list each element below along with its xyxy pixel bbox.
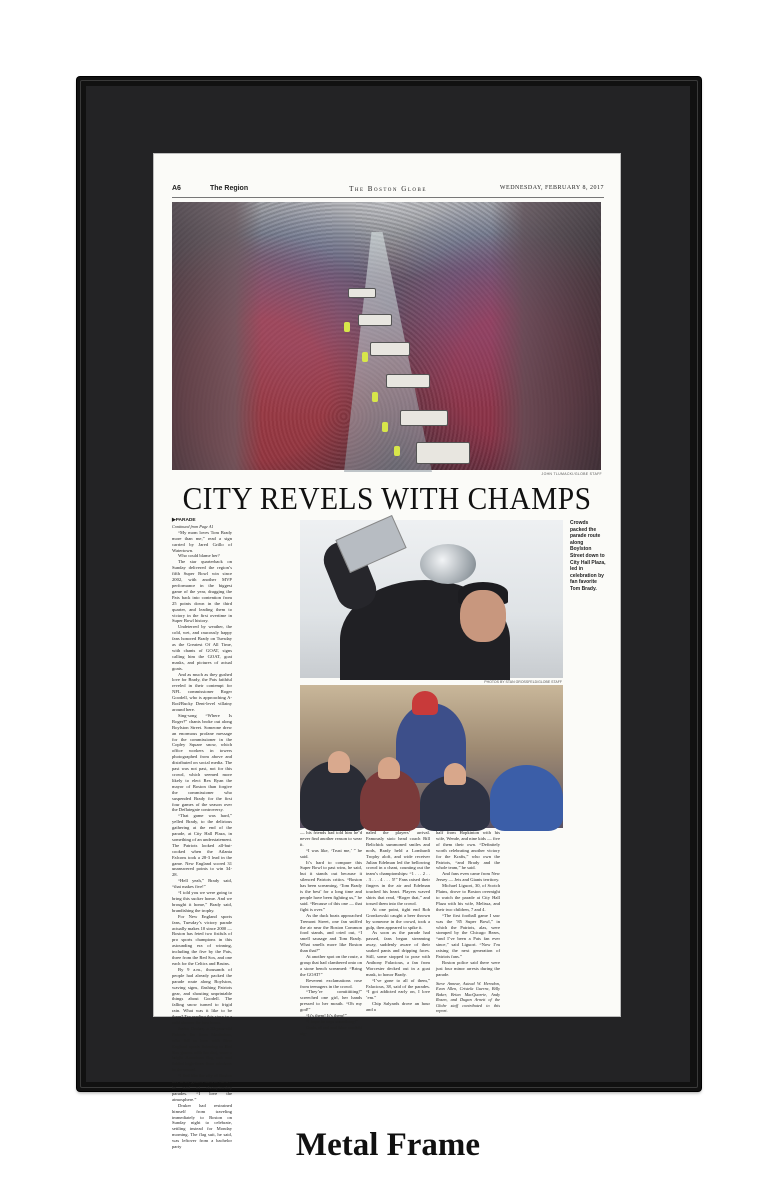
crowd-right — [490, 765, 563, 831]
section-name: The Region — [210, 185, 249, 192]
police-vest — [362, 352, 368, 362]
paragraph: By 9 a.m., thousands of people had already packed the parade route along Boylston, waving signs, flashing Patriots gear, and shouting unprintable things about Goodell. The falling snow turned to frigid rain. What was it like to be there? Try reading this story in a cold shower for two hours. — [172, 966, 232, 1026]
paragraph: As soon as the parade had passed, fans began streaming away, suddenly aware of their soaked pants and dripping faces. Still, some stopped to pose with Anthony Falacious, a fan from Worcester decked out in a goat mask, to honor Brady. — [366, 930, 430, 977]
duck-boat — [386, 374, 430, 388]
paragraph: “I told you we were going to bring this sucker home. And we brought it home,” Brady said, brandishing the trophy. — [172, 890, 232, 913]
paragraph: “I feel like the city of Boston has never gotten used to these,” he said of championship parades. “I love the atmosphere.” — [172, 1073, 232, 1102]
kicker: ▶PARADE — [172, 518, 196, 523]
duck-boat — [416, 442, 470, 464]
police-vest — [344, 322, 350, 332]
parade-crowd-photo — [172, 202, 601, 470]
paragraph: The star quarterback on Sunday delivered the region’s fifth Super Bowl win since 2002, with another MVP performance in the biggest game of the year, dragging the Pats back into contention from 25 points down in the third quarter, and leading them to victory in the first overtime in Super Bowl history. — [172, 559, 232, 624]
buildings-right — [491, 202, 601, 470]
duck-boat — [370, 342, 410, 356]
fans-celebrating-photo — [300, 685, 563, 828]
paragraph: For New England sports fans, Tuesday’s victory parade actually makes 10 since 2000 — Boston has feted two fistfuls of pro sports champions in this astounding era of winning, including the five by the Pats, three from the Red Sox, and one each for the Celtics and Bruins. — [172, 913, 232, 966]
face — [444, 763, 466, 785]
photo-credit: JOHN TLUMACKI/GLOBE STAFF — [541, 472, 602, 476]
paragraph: — his friends had told him he’d never find another reason to wear it. — [300, 830, 362, 847]
paragraph: “Hell yeah,” Brady said, “that makes five!” — [172, 878, 232, 890]
paragraph: Gusts of red and blue confetti sig- — [300, 1024, 362, 1036]
paragraph: naled the players’ arrival. Famously stoic head coach Bill Belichick summoned smiles and nods, Brady held a Lombardi Trophy aloft, and wide receiver Julian Edelman led the bellowing crowd in a chant, counting out the team’s championships: “1 . . . 2 . . . 3 . . . 4 . . . 5!” Fans raised their fingers in the air and Edelman touched his heart. Players waved shirts that read, “Roger that,” and tossed them into the crowd. — [366, 830, 430, 906]
paragraph: Michael Liguori, 30, of Scotch Plains, drove to Boston overnight to watch the parade at City Hall Plaza with his wife, Melissa, and their two children, 7 and 4. — [436, 883, 500, 912]
paragraph: Reverent exclamations rose from teenagers in the crowd. — [300, 977, 362, 989]
buildings-left — [172, 202, 262, 470]
photo-caption: Crowds packed the parade route along Boylston Street down to City Hall Plaza, led in celebration by fan favorite Tom Brady. — [570, 520, 606, 592]
header-rule — [172, 197, 604, 198]
paragraph: Sing-song “Where Is Roger?” chants broke out along Boylston Street. Someone drew an enormous profane message for the commissioner in the Copley Square snow, which office workers in towers photographed from above and distributed on social media. The past was not past, not for this crowd, which seemed more likely to elect Rex Ryan the mayor of Boston than forgive the commissioner who suspended Brady for the first four games of the season over the Deflategate controversy. — [172, 712, 232, 813]
face — [328, 751, 350, 773]
paragraph: It’s hard to compare this Super Bowl to past wins, he said, but it stands out because it silenced Patriots critics. “Boston has been screaming, ‘Tom Brady is the best’ for a long time and people have been fighting us,” he said. “Because of this one — that fight is over.” — [300, 859, 362, 912]
police-vest — [382, 422, 388, 432]
paragraph: “It’s them! It’s them!” — [306, 1013, 347, 1019]
paragraph: Who could blame her? — [178, 553, 220, 559]
paragraph: Undeterred by weather, the cold, wet, and raucously happy fans honored Brady on Tuesday as the Greatest Of All Time, with chants of GOAT, signs calling him the GOAT, goat masks, and pictures of actual goats. — [172, 624, 232, 671]
paragraph: Chip Salyards drove an hour and a — [366, 1001, 430, 1013]
article-column-3 — [366, 830, 430, 1013]
page-header — [172, 185, 604, 197]
publication-name: The Boston Globe — [349, 185, 427, 193]
article-column-2 — [300, 830, 362, 1037]
paragraph: At one point, tight end Rob Gronkowski caught a beer thrown by someone in the crowd, took a gulp, then appeared to spike it. — [366, 906, 430, 930]
paragraph: “They’re comiiiiiiing!” screeched one girl, her hands pressed to her mouth. “Oh my god!” — [300, 989, 362, 1013]
paragraph: Druker had restrained himself from traveling immediately to Boston on Sunday night to celebrate, settling instead for Monday morning. The flag suit, he said, was leftover from a bachelor party — [172, 1102, 232, 1150]
lombardi-trophy — [420, 544, 476, 584]
trophy-box — [335, 515, 406, 573]
article-column-1 — [172, 518, 232, 1150]
continued-line: Continued from Page A1 — [172, 523, 214, 529]
paragraph: “I’ve gone to all of them,” Falacious, 38, said of the parades. “I got addicted early on, I love ’em.” — [366, 977, 430, 1001]
paragraph: Justin Druker, a 33-year-old Patriots fan from Manhattan, who fell in love with New England sports listening to Red Sox games with his dad, wore a bright American flag suit and folded high-fives from admirers in the crowd. — [172, 1025, 232, 1073]
paragraph: As the duck boats approached Tremont Street, one fan sniffed the air near the Boston Common food stands, and cried out, “I smell sausage and Tom Brady. What smells more like Boston than that?” — [300, 912, 362, 954]
paragraph: “My mom loves Tom Brady more than me,” read a sign carried by Jared Grillo of Watertown. — [172, 529, 232, 553]
headline: CITY REVELS WITH CHAMPS — [182, 480, 592, 516]
paragraph: “That game was hard,” yelled Brady, to the delirious gathering at the end of the parade, at City Hall Plaza, in something of an understatement. The Patriots looked all-but-cooked when the Atlanta Falcons took a 28-3 lead in the game. New England scored 31 unanswered points to win 34-28. — [172, 813, 232, 878]
duck-boat — [358, 314, 392, 326]
paragraph: And as much as they gushed love for Brady, the Pats faithful reveled in their contempt for NFL commissioner Roger Goodell, who is approaching A-Rod/Bucky Dent-level villainy around here. — [172, 671, 232, 712]
paragraph: half from Hopkinton with his wife, Wende, and nine kids — five of them their own. “Definitely worth celebrating another victory for the Krafts,” who own the Patriots, “and Brady and the whole team,” he said. — [436, 830, 500, 871]
article-column-4 — [436, 830, 500, 1014]
issue-date: WEDNESDAY, FEBRUARY 8, 2017 — [499, 185, 604, 191]
brady-trophy-photo — [300, 520, 563, 678]
contributors-note: Steve Annear, Astead W. Herndon, Evan Allen, Cristela Guerra, Billy Baker, Brian MacQuarrie, Andy Rosen, and Dugan Arnett of the Globe staff contributed to this report. — [436, 980, 500, 1014]
paragraph: At another spot on the route, a group that had clambered onto on a stone bench screamed: “Bring the GOAT!” — [300, 954, 362, 977]
police-vest — [372, 392, 378, 402]
head — [460, 590, 506, 642]
face — [378, 757, 400, 779]
paragraph: “The first football game I saw was the ’85 Super Bowl,” in which the Patriots, alas, were stomped by the Chicago Bears, “and I’ve been a Pats fan ever since,” said Liguori. “Now I’m raising the next generation of Patriots fans.” — [436, 912, 500, 960]
photo-credit-2: PHOTOS BY STAN GROSSFELD/GLOBE STAFF — [484, 680, 562, 684]
paragraph: “I hope he says something!” — [306, 1019, 359, 1024]
paragraph: “I was like, ‘Trust me,’ ” he said. — [300, 847, 362, 859]
duck-boat — [348, 288, 376, 298]
paragraph: Boston police said there were just four minor arrests during the parade. — [436, 959, 500, 977]
police-vest — [394, 446, 400, 456]
product-caption: Metal Frame — [295, 1127, 481, 1163]
fan-mask — [412, 691, 438, 715]
duck-boat — [400, 410, 448, 426]
page-number: A6 — [172, 185, 181, 192]
paragraph: And fans even came from New Jersey — Jets and Giants territory. — [436, 871, 500, 883]
